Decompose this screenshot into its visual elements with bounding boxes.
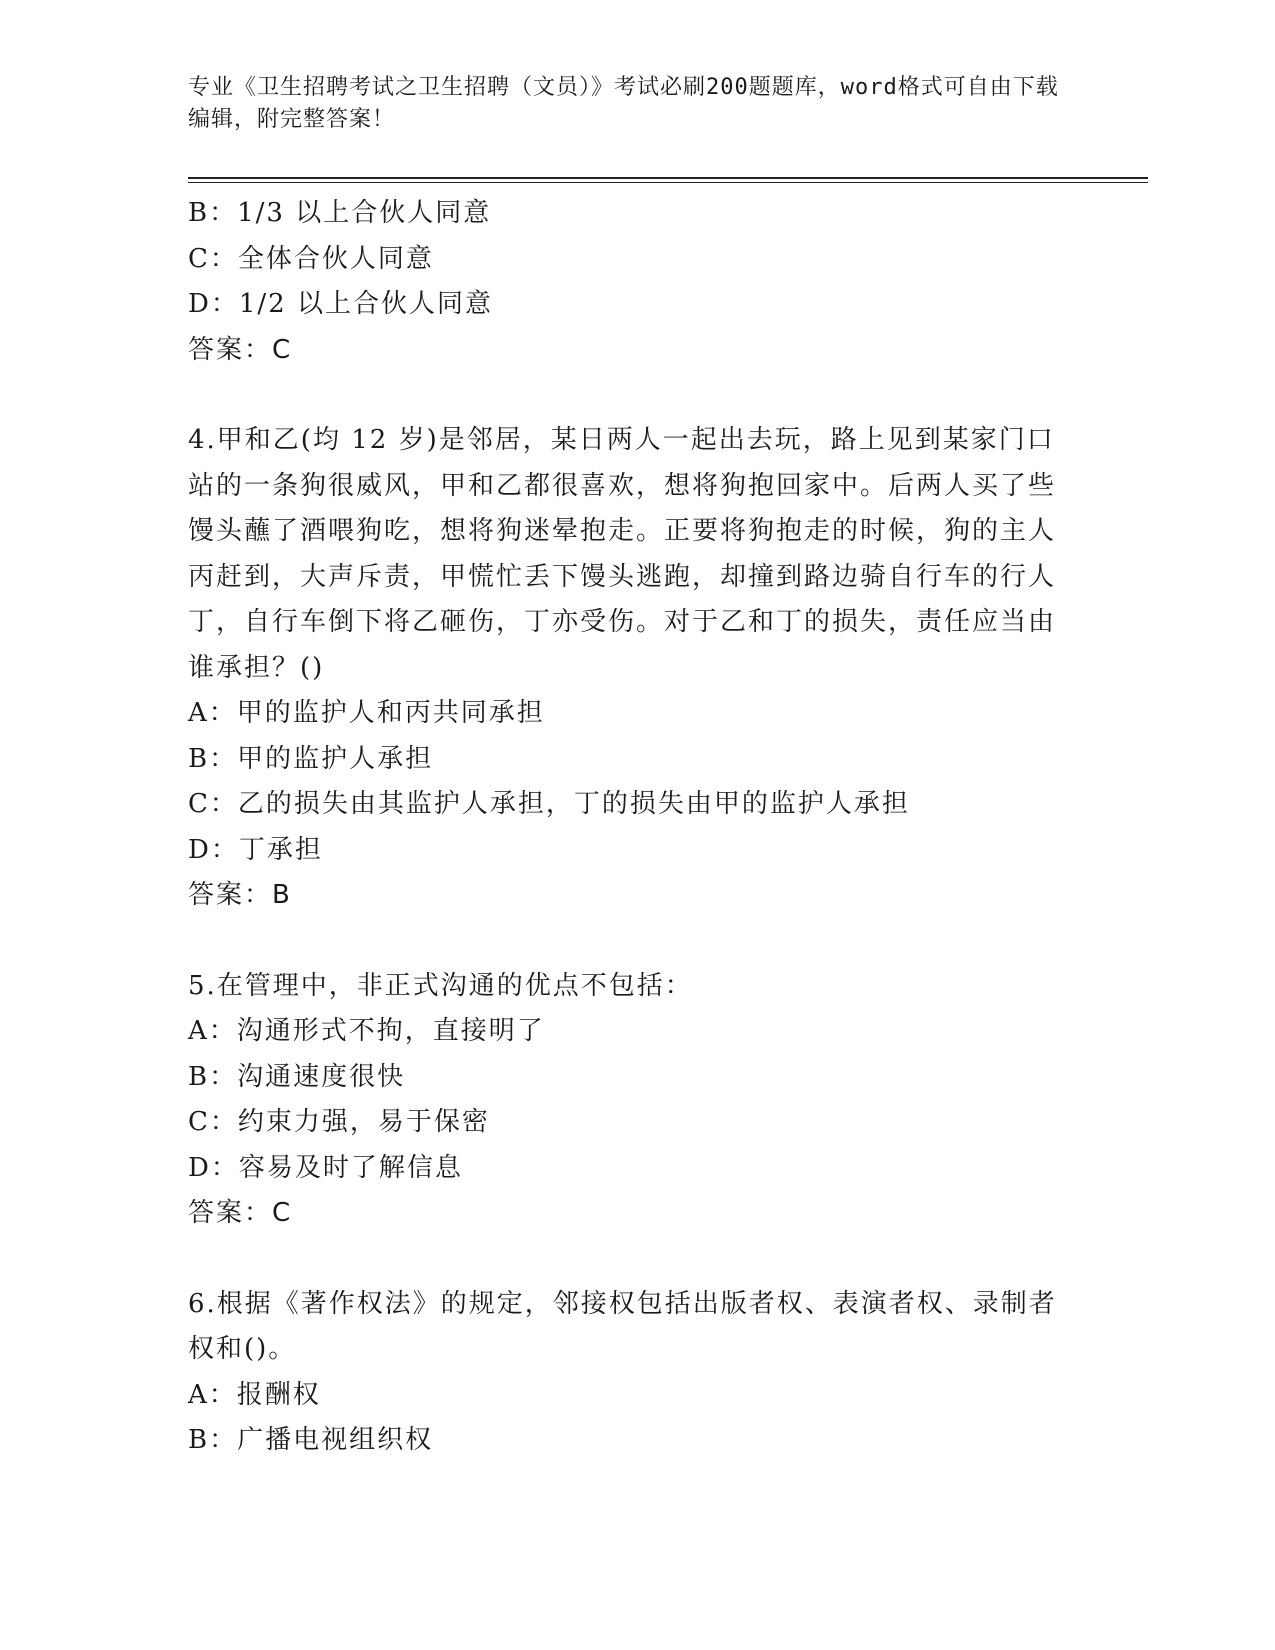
question-5-title: 5.在管理中，非正式沟通的优点不包括： xyxy=(188,970,693,1001)
option-d: D：丁承担 xyxy=(188,834,323,865)
header-rule-thick xyxy=(188,177,1148,179)
document-header: 专业《卫生招聘考试之卫生招聘（文员）》考试必刷200题题库，word格式可自由下载编辑，附完整答案！ xyxy=(188,75,1059,132)
answer: 答案：C xyxy=(188,334,293,365)
question-6-title: 6.根据《著作权法》的规定，邻接权包括出版者权、表演者权、录制者权和()。 xyxy=(188,1288,1057,1364)
option-d: D：容易及时了解信息 xyxy=(188,1152,463,1183)
option-a: A：报酬权 xyxy=(188,1379,321,1410)
option-c: C：乙的损失由其监护人承担，丁的损失由甲的监护人承担 xyxy=(188,789,910,819)
spacer xyxy=(188,1237,1068,1282)
option-b: B：1/3 以上合伙人同意 xyxy=(188,198,492,228)
question-4-title: 4.甲和乙(均 12 岁)是邻居，某日两人一起出去玩，路上见到某家门口站的一条狗很威风，甲和乙都很喜欢，想将狗抱回家中。后两人买了些馒头蘸了酒喂狗吃，想将狗迷晕抱走。正要将狗抱走的时候，狗的主人丙赶到，大声斥责，甲慌忙丢下馒头逃跑，却撞到路边骑自行车的行人丁，自行车倒下将乙砸伤，丁亦受伤。对于乙和丁的损失，责任应当由谁承担？() xyxy=(188,425,1057,683)
option-a: A：沟通形式不拘，直接明了 xyxy=(188,1016,545,1046)
option-a: A：甲的监护人和丙共同承担 xyxy=(188,698,545,728)
option-c: C：约束力强，易于保密 xyxy=(188,1107,490,1137)
option-d: D：1/2 以上合伙人同意 xyxy=(188,289,493,319)
question-content xyxy=(188,191,1068,1464)
answer: 答案：B xyxy=(188,880,292,910)
spacer xyxy=(188,373,1068,418)
option-b: B：甲的监护人承担 xyxy=(188,743,434,774)
spacer xyxy=(188,919,1068,964)
option-b: B：沟通速度很快 xyxy=(188,1061,406,1092)
answer: 答案：C xyxy=(188,1198,293,1228)
option-b: B：广播电视组织权 xyxy=(188,1425,434,1455)
option-c: C：全体合伙人同意 xyxy=(188,243,434,274)
header-rule-thin xyxy=(188,182,1148,183)
